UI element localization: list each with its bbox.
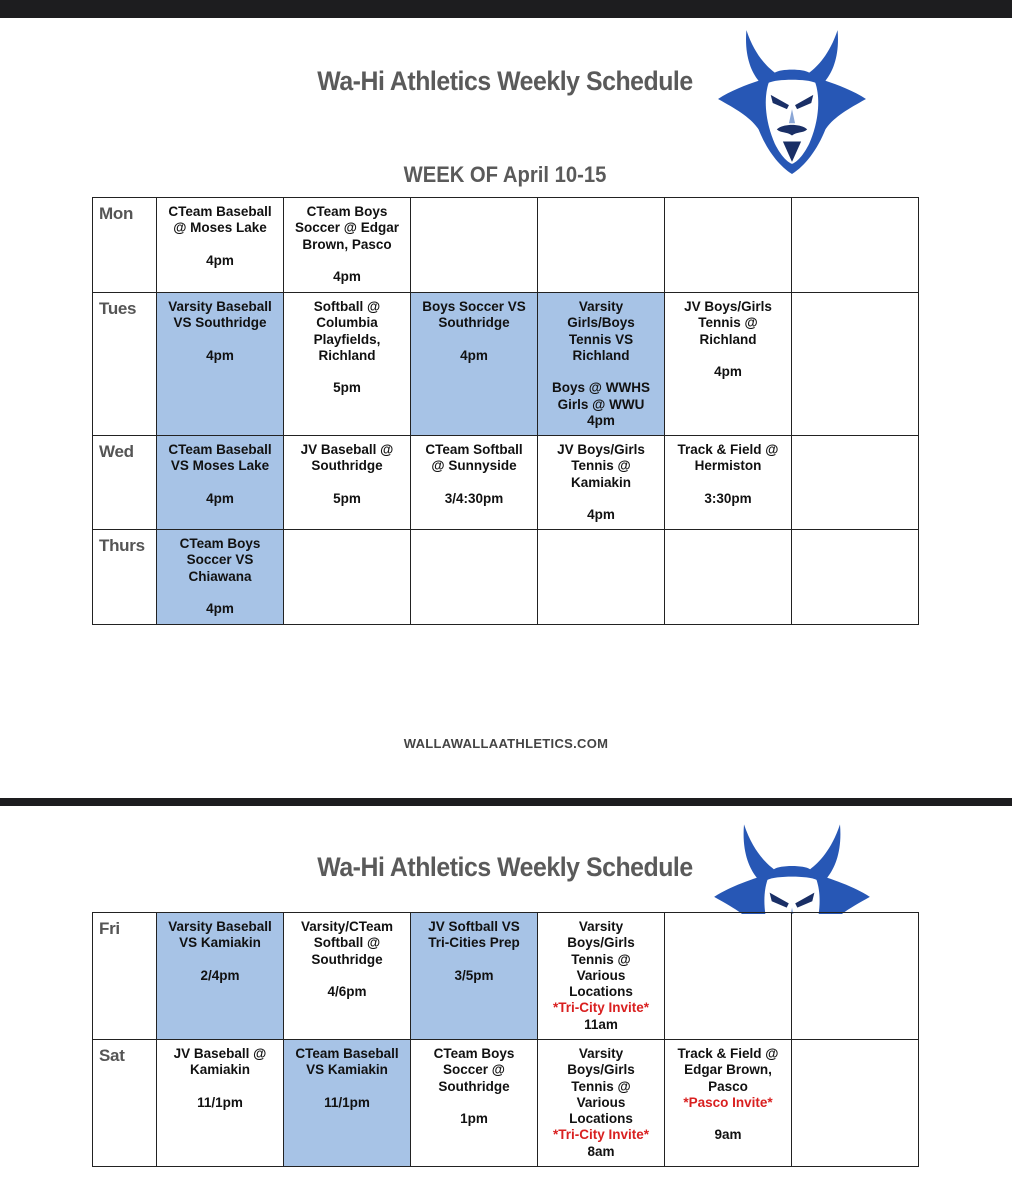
event-cell — [665, 198, 792, 293]
event-cell — [792, 913, 919, 1040]
event-text: Varsity Baseball VS Kamiakin 2/4pm — [168, 919, 272, 983]
event-time: 8am — [587, 1143, 615, 1159]
event-text: CTeam Baseball VS Moses Lake 4pm — [168, 442, 272, 506]
day-label: Mon — [93, 198, 157, 293]
event-cell — [411, 436, 538, 530]
event-text: Track & Field @ Edgar Brown, Pasco — [677, 1046, 779, 1094]
schedule-row — [93, 530, 919, 625]
event-cell — [665, 436, 792, 530]
event-cell — [665, 913, 792, 1040]
event-cell — [665, 530, 792, 625]
event-time: 9am — [714, 1127, 742, 1143]
event-text: Softball @ Columbia Playfields, Richland 5pm — [313, 299, 381, 396]
event-cell — [157, 436, 284, 530]
event-text: JV Baseball @ Southridge 5pm — [300, 442, 394, 506]
schedule-row — [93, 198, 919, 293]
event-cell — [157, 293, 284, 436]
event-text: JV Boys/Girls Tennis @ Richland 4pm — [684, 299, 772, 380]
event-cell — [538, 530, 665, 625]
page-title: Wa-Hi Athletics Weekly Schedule — [317, 66, 693, 96]
event-cell — [538, 1040, 665, 1167]
day-label: Sat — [93, 1040, 157, 1167]
event-cell — [411, 198, 538, 293]
event-text: CTeam Baseball VS Kamiakin 11/1pm — [295, 1046, 399, 1110]
event-cell — [411, 913, 538, 1040]
event-cell — [792, 530, 919, 625]
event-text: Varsity/CTeam Softball @ Southridge 4/6pm — [300, 919, 394, 1000]
schedule-row — [93, 913, 919, 1040]
event-cell — [538, 913, 665, 1040]
event-text: Varsity Boys/Girls Tennis @ Various Locations — [567, 1046, 635, 1127]
event-cell — [538, 436, 665, 530]
event-cell — [157, 913, 284, 1040]
event-text: Varsity Baseball VS Southridge 4pm — [168, 299, 272, 363]
event-cell — [792, 1040, 919, 1167]
day-label: Fri — [93, 913, 157, 1040]
event-cell — [284, 1040, 411, 1167]
schedule-row — [93, 1040, 919, 1167]
event-note: *Tri-City Invite* — [552, 1127, 650, 1143]
blue-devil-mascot-icon — [712, 818, 872, 914]
event-note: *Tri-City Invite* — [552, 1000, 650, 1016]
event-cell — [157, 198, 284, 293]
event-cell — [157, 1040, 284, 1167]
event-text: CTeam Boys Soccer VS Chiawana 4pm — [179, 536, 261, 617]
week-label: WEEK OF April 10-15 — [403, 162, 607, 187]
event-cell — [792, 436, 919, 530]
schedule-row — [93, 436, 919, 530]
event-text: Varsity Boys/Girls Tennis @ Various Locations — [567, 919, 635, 1000]
schedule-row — [93, 293, 919, 436]
event-cell — [411, 1040, 538, 1167]
event-cell — [538, 293, 665, 436]
day-label: Thurs — [93, 530, 157, 625]
event-time: 11am — [584, 1016, 618, 1032]
event-text: JV Baseball @ Kamiakin 11/1pm — [173, 1046, 267, 1110]
event-cell — [157, 530, 284, 625]
website-text: WALLAWALLAATHLETICS.COM — [403, 736, 609, 751]
event-text: JV Boys/Girls Tennis @ Kamiakin 4pm — [557, 442, 645, 523]
top-bar — [0, 0, 1012, 18]
event-cell — [792, 198, 919, 293]
page-title-2: Wa-Hi Athletics Weekly Schedule — [317, 852, 693, 882]
event-cell — [665, 293, 792, 436]
event-cell — [792, 293, 919, 436]
event-text: Varsity Girls/Boys Tennis VS Richland Boys @ WWHS Girls @ WWU 4pm — [552, 299, 650, 429]
event-cell — [665, 1040, 792, 1167]
day-label: Tues — [93, 293, 157, 436]
event-text: CTeam Softball @ Sunnyside 3/4:30pm — [425, 442, 523, 506]
event-cell — [284, 436, 411, 530]
event-text: CTeam Boys Soccer @ Edgar Brown, Pasco 4pm — [295, 204, 399, 285]
event-cell — [284, 293, 411, 436]
event-text: CTeam Baseball @ Moses Lake 4pm — [168, 204, 272, 268]
event-cell — [284, 913, 411, 1040]
blue-devil-mascot-icon — [716, 24, 868, 176]
event-text: CTeam Boys Soccer @ Southridge 1pm — [433, 1046, 515, 1127]
event-cell — [411, 293, 538, 436]
page-divider — [0, 798, 1012, 806]
schedule-table-page2 — [92, 912, 919, 1167]
event-cell — [538, 198, 665, 293]
event-cell — [284, 530, 411, 625]
event-text: Boys Soccer VS Southridge 4pm — [422, 299, 526, 363]
event-note: *Pasco Invite* — [683, 1094, 773, 1110]
event-text: JV Softball VS Tri-Cities Prep 3/5pm — [428, 919, 520, 983]
schedule-table-page1 — [92, 197, 919, 625]
event-text: Track & Field @ Hermiston 3:30pm — [677, 442, 779, 506]
event-cell — [411, 530, 538, 625]
day-label: Wed — [93, 436, 157, 530]
logo-clip — [712, 818, 872, 914]
event-cell — [284, 198, 411, 293]
